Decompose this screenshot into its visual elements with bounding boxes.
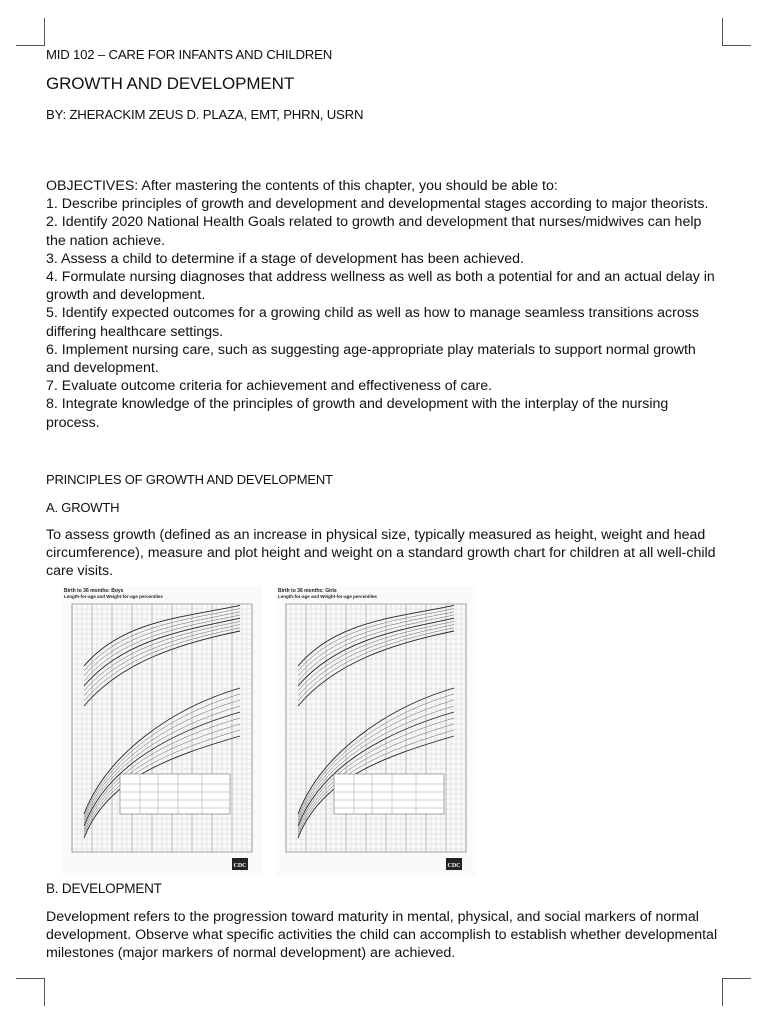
development-paragraph: Development refers to the progression toward maturity in mental, physical, and social markers of normal development. Observe what specific activities the child can accomplish to establish whether developmental milestones (major markers of normal development) are achieved. (46, 909, 718, 962)
growth-paragraph: To assess growth (defined as an increase in physical size, typically measured as height, weight and head circumference), measure and plot height and weight on a standard growth chart for children at all well-child care visits. (46, 527, 716, 580)
author-line: BY: ZHERACKIM ZEUS D. PLAZA, EMT, PHRN, USRN (46, 107, 364, 122)
crop-mark-top-right-v (722, 18, 723, 46)
document-title: GROWTH AND DEVELOPMENT (46, 74, 295, 93)
growth-chart-boys (62, 586, 262, 876)
objective-item: 8. Integrate knowledge of the principles of growth and development with the interplay of the nursing process. (46, 396, 669, 431)
chart-subtitle: Length-for-age and Weight-for-age percentiles (278, 594, 377, 599)
crop-mark-top-right-h (722, 45, 751, 46)
development-heading: B. DEVELOPMENT (46, 881, 162, 896)
objective-item: 2. Identify 2020 National Health Goals related to growth and development that nurses/midwives can help the nation achieve. (46, 214, 702, 249)
principles-heading: PRINCIPLES OF GROWTH AND DEVELOPMENT (46, 472, 333, 487)
objective-item: 6. Implement nursing care, such as suggesting age-appropriate play materials to support normal growth and development. (46, 341, 696, 377)
crop-mark-bottom-right-v (722, 978, 723, 1006)
cdc-logo: CDC (447, 863, 461, 869)
objectives-block (46, 177, 722, 432)
crop-mark-bottom-right-h (722, 978, 751, 979)
crop-mark-top-left-h (16, 45, 45, 46)
chart-subtitle: Length-for-age and Weight-for-age percentiles (64, 594, 163, 599)
chart-title: Birth to 36 months: Girls (278, 588, 337, 594)
growth-chart-girls-graphic (276, 586, 476, 876)
crop-mark-bottom-left-h (16, 978, 45, 979)
cdc-logo: CDC (233, 863, 247, 869)
objectives-intro: OBJECTIVES: After mastering the contents of this chapter, you should be able to: (46, 178, 558, 194)
course-code: MID 102 – CARE FOR INFANTS AND CHILDREN (46, 47, 333, 62)
objective-item: 1. Describe principles of growth and development and developmental stages according to major theorists. (46, 196, 709, 213)
objective-item: 7. Evaluate outcome criteria for achievement and effectiveness of care. (46, 378, 493, 395)
crop-mark-bottom-left-v (44, 978, 45, 1006)
crop-mark-top-left-v (44, 18, 45, 46)
objective-item: 3. Assess a child to determine if a stage of development has been achieved. (46, 250, 524, 267)
growth-chart-girls (276, 586, 476, 876)
objective-item: 4. Formulate nursing diagnoses that address wellness as well as both a potential for and an actual delay in growth and development. (46, 269, 715, 304)
chart-title: Birth to 36 months: Boys (64, 588, 124, 594)
growth-heading: A. GROWTH (46, 500, 120, 515)
growth-chart-boys-graphic (62, 586, 262, 876)
objective-item: 5. Identify expected outcomes for a growing child as well as how to manage seamless transitions across differing healthcare settings. (46, 305, 699, 340)
